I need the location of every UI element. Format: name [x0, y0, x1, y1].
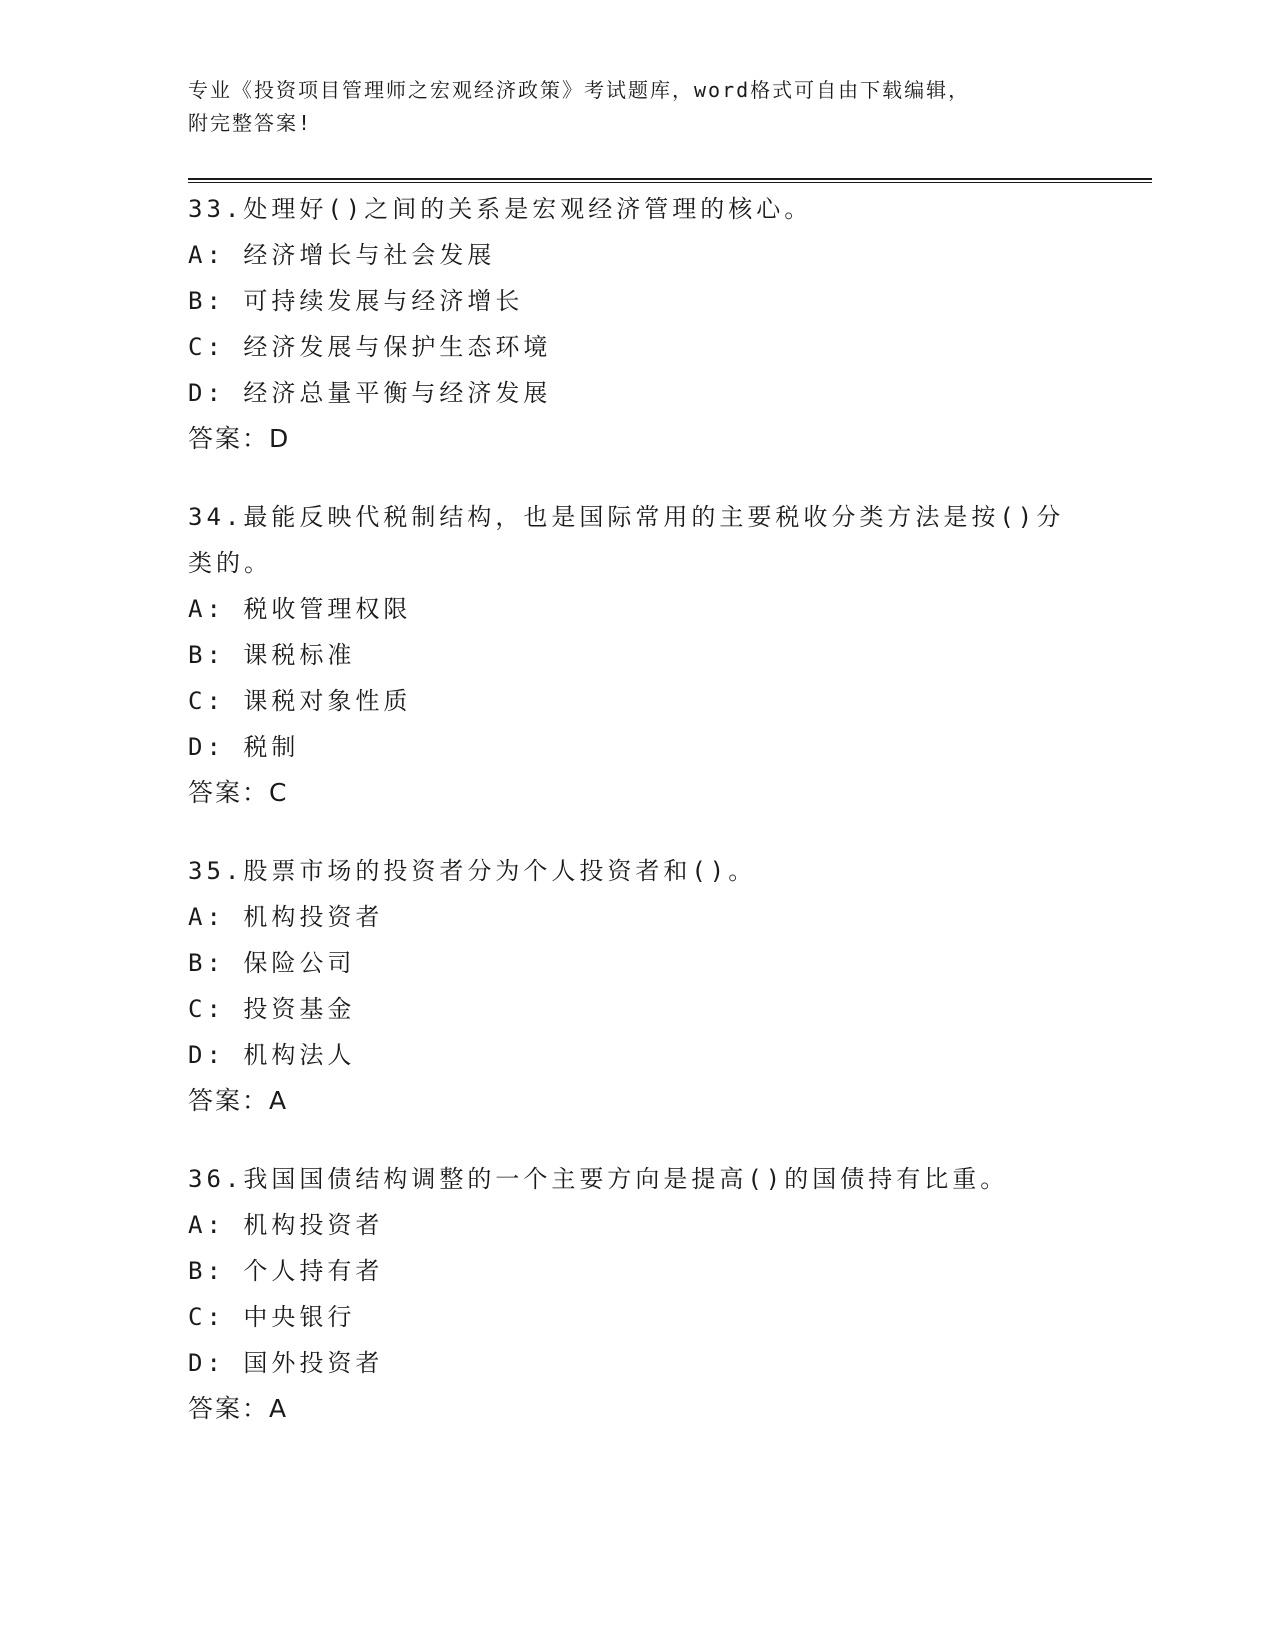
option-c: C: 课税对象性质: [188, 687, 412, 715]
option-b: B: 个人持有者: [188, 1257, 384, 1285]
question-stem: 36.我国国债结构调整的一个主要方向是提高()的国债持有比重。: [188, 1165, 1009, 1193]
question-stem: 34.最能反映代税制结构，也是国际常用的主要税收分类方法是按()分: [188, 503, 1065, 531]
question-34: [188, 494, 1088, 816]
answer-label: 答案：A: [188, 1086, 289, 1115]
question-33: [188, 186, 1088, 462]
question-stem: 35.股票市场的投资者分为个人投资者和()。: [188, 857, 757, 885]
option-a: A: 机构投资者: [188, 903, 384, 931]
header-line-1: 专业《投资项目管理师之宏观经济政策》考试题库，word格式可自由下载编辑，: [188, 78, 971, 102]
answer-label: 答案：A: [188, 1394, 289, 1423]
option-d: D: 税制: [188, 733, 300, 761]
option-b: B: 可持续发展与经济增长: [188, 287, 524, 315]
question-36: [188, 1156, 1088, 1432]
header-line-2: 附完整答案!: [188, 111, 313, 135]
answer-label: 答案：D: [188, 424, 291, 453]
question-35: [188, 848, 1088, 1124]
document-header: [188, 74, 1088, 140]
option-c: C: 经济发展与保护生态环境: [188, 333, 552, 361]
answer-label: 答案：C: [188, 778, 289, 807]
option-a: A: 机构投资者: [188, 1211, 384, 1239]
option-d: D: 经济总量平衡与经济发展: [188, 379, 552, 407]
option-c: C: 投资基金: [188, 995, 356, 1023]
question-stem: 33.处理好()之间的关系是宏观经济管理的核心。: [188, 195, 813, 223]
option-d: D: 机构法人: [188, 1041, 356, 1069]
header-divider: [188, 178, 1152, 183]
option-a: A: 经济增长与社会发展: [188, 241, 496, 269]
option-d: D: 国外投资者: [188, 1349, 384, 1377]
option-b: B: 保险公司: [188, 949, 356, 977]
question-list: [188, 186, 1088, 1464]
option-c: C: 中央银行: [188, 1303, 356, 1331]
option-a: A: 税收管理权限: [188, 595, 412, 623]
question-stem-continued: 类的。: [188, 549, 272, 577]
option-b: B: 课税标准: [188, 641, 356, 669]
